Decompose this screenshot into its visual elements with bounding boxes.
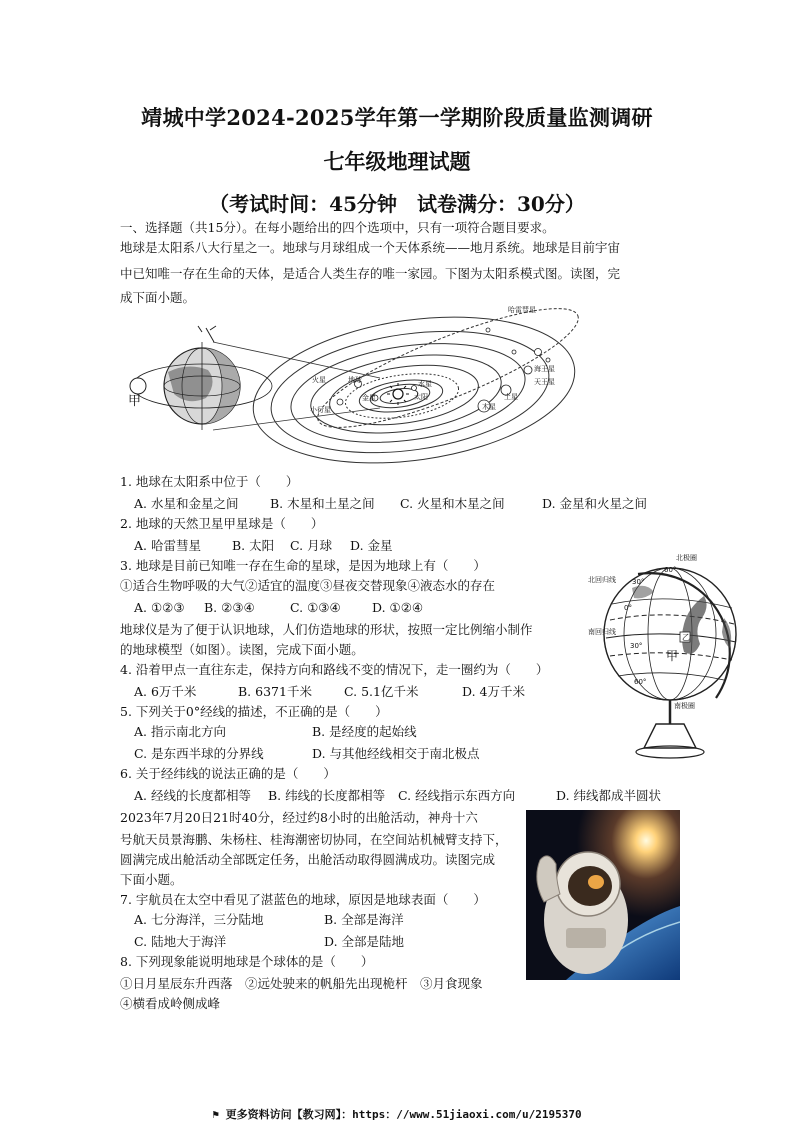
label-lat60-south: 60°: [634, 678, 647, 686]
intro-line-1: 地球是太阳系八大行星之一。地球与月球组成一个天体系统——地月系统。地球是目前宇宙: [120, 240, 621, 255]
label-mercury: 水星: [418, 380, 432, 388]
q7-option-d: D. 全部是陆地: [324, 934, 405, 949]
q3-option-a: A. ①②③: [134, 600, 185, 615]
q2-option-b: B. 太阳: [232, 538, 275, 553]
astronaut-photo: [526, 810, 680, 980]
sun-drawing: [387, 383, 409, 405]
q1-stem: 1. 地球在太阳系中位于（ ）: [120, 474, 299, 489]
q5-option-a: A. 指示南北方向: [134, 724, 226, 739]
q4-option-c: C. 5.1亿千米: [344, 684, 419, 699]
globe-figure: [584, 548, 754, 770]
label-globe-jia: 甲: [666, 649, 679, 663]
q7-option-c: C. 陆地大于海洋: [134, 934, 227, 949]
section-heading: 一、选择题（共15分）。在每小题给出的四个选项中，只有一项符合题目要求。: [120, 220, 555, 235]
intro-line-2: 中已知唯一存在生命的天体，是适合人类生存的唯一家园。下图为太阳系模式图。读图，完: [120, 266, 621, 281]
q7-option-a: A. 七分海洋，三分陆地: [134, 912, 264, 927]
footer-link[interactable]: [0, 1106, 794, 1122]
q4-option-d: D. 4万千米: [462, 684, 525, 699]
q4-option-a: A. 6万千米: [134, 684, 197, 699]
q1-option-d: D. 金星和火星之间: [542, 496, 648, 511]
q1-option-b: B. 木星和土星之间: [270, 496, 375, 511]
q5-option-b: B. 是经度的起始线: [312, 724, 417, 739]
q8-items-2: ④横看成岭侧成峰: [120, 996, 221, 1011]
q4-stem: 4. 沿着甲点一直往东走，保持方向和路线不变的情况下，走一圈约为（ ）: [120, 662, 549, 677]
q8-stem: 8. 下列现象能说明地球是个球体的是（ ）: [120, 954, 374, 969]
q2-option-d: D. 金星: [350, 538, 393, 553]
page-title: 靖城中学2024-2025学年第一学期阶段质量监测调研: [141, 105, 653, 130]
label-lat0: 0°: [624, 604, 632, 612]
space-intro-line-4: 下面小题。: [120, 872, 183, 887]
label-north-tropic: 北回归线: [588, 576, 616, 584]
label-uranus: 天王星: [534, 378, 555, 386]
label-lat30-north: 30°: [632, 578, 645, 586]
q2-stem: 2. 地球的天然卫星甲星球是（ ）: [120, 516, 324, 531]
globe-intro-line-1: 地球仪是为了便于认识地球，人们仿造地球的形状，按照一定比例缩小制作: [120, 622, 533, 637]
label-jupiter: 木星: [482, 403, 496, 411]
q5-option-c: C. 是东西半球的分界线: [134, 746, 264, 761]
exam-info: （考试时间：45分钟 试卷满分：30分）: [209, 192, 585, 216]
q1-option-a: A. 水星和金星之间: [134, 496, 239, 511]
space-intro-line-3: 圆满完成出舱活动全部既定任务，出舱活动取得圆满成功。读图完成: [120, 852, 496, 867]
q5-stem: 5. 下列关于0°经线的描述，不正确的是（ ）: [120, 704, 388, 719]
label-asteroid: 小行星: [310, 406, 331, 414]
label-sun: 太阳: [414, 393, 428, 401]
q2-option-a: A. 哈雷彗星: [134, 538, 201, 553]
label-saturn: 土星: [504, 393, 518, 401]
q2-option-c: C. 月球: [290, 538, 333, 553]
flag-icon: ⚑: [212, 1108, 226, 1121]
label-north-circle: 北极圈: [676, 554, 697, 562]
label-lat30-south: 30°: [630, 642, 643, 650]
globe-intro-line-2: 的地球模型（如图）。读图，完成下面小题。: [120, 642, 364, 657]
label-neptune: 海王星: [534, 365, 555, 373]
q7-option-b: B. 全部是海洋: [324, 912, 404, 927]
q6-option-b: B. 纬线的长度都相等: [268, 788, 386, 803]
q6-option-c: C. 经线指示东西方向: [398, 788, 516, 803]
q8-items-1: ①日月星辰东升西落 ②远处驶来的帆船先出现桅杆 ③月食现象: [120, 976, 483, 991]
label-earth: 地球: [348, 376, 362, 384]
q3-option-d: D. ①②④: [372, 600, 424, 615]
q5-option-d: D. 与其他经线相交于南北极点: [312, 746, 480, 761]
q4-option-b: B. 6371千米: [238, 684, 312, 699]
q1-option-c: C. 火星和木星之间: [400, 496, 505, 511]
q6-stem: 6. 关于经纬线的说法正确的是（ ）: [120, 766, 336, 781]
q6-option-d: D. 纬线都成半圆状: [556, 788, 662, 803]
earth-globe-drawing: [130, 326, 272, 430]
label-comet: 哈雷彗星: [508, 306, 536, 314]
q3-items: ①适合生物呼吸的大气②适宜的温度③昼夜交替现象④液态水的存在: [120, 578, 496, 593]
label-lat60-north: 60°: [664, 566, 677, 574]
label-jia: 甲: [128, 394, 142, 409]
q3-option-c: C. ①③④: [290, 600, 341, 615]
label-south-circle: 南极圈: [674, 702, 695, 710]
intro-line-3: 成下面小题。: [120, 290, 196, 305]
solar-system-figure: [118, 302, 588, 468]
label-mars: 火星: [312, 376, 326, 384]
label-south-tropic: 南回归线: [588, 628, 616, 636]
q6-option-a: A. 经线的长度都相等: [134, 788, 251, 803]
q3-stem: 3. 地球是目前已知唯一存在生命的星球，是因为地球上有（ ）: [120, 558, 486, 573]
footer-text: 更多资料访问【教习网】：https：//www.51jiaoxi.com/u/2195370: [225, 1108, 582, 1121]
space-intro-line-2: 号航天员景海鹏、朱杨柱、桂海潮密切协同，在空间站机械臂支持下，: [120, 832, 508, 847]
space-intro-line-1: 2023年7月20日21时40分，经过约8小时的出舱活动，神舟十六: [120, 810, 478, 825]
q3-option-b: B. ②③④: [204, 600, 255, 615]
page-subtitle: 七年级地理试题: [323, 149, 471, 174]
q7-stem: 7. 宇航员在太空中看见了湛蓝色的地球，原因是地球表面（ ）: [120, 892, 486, 907]
label-globe-yi: 乙: [682, 633, 690, 642]
label-venus: 金星: [362, 394, 376, 402]
